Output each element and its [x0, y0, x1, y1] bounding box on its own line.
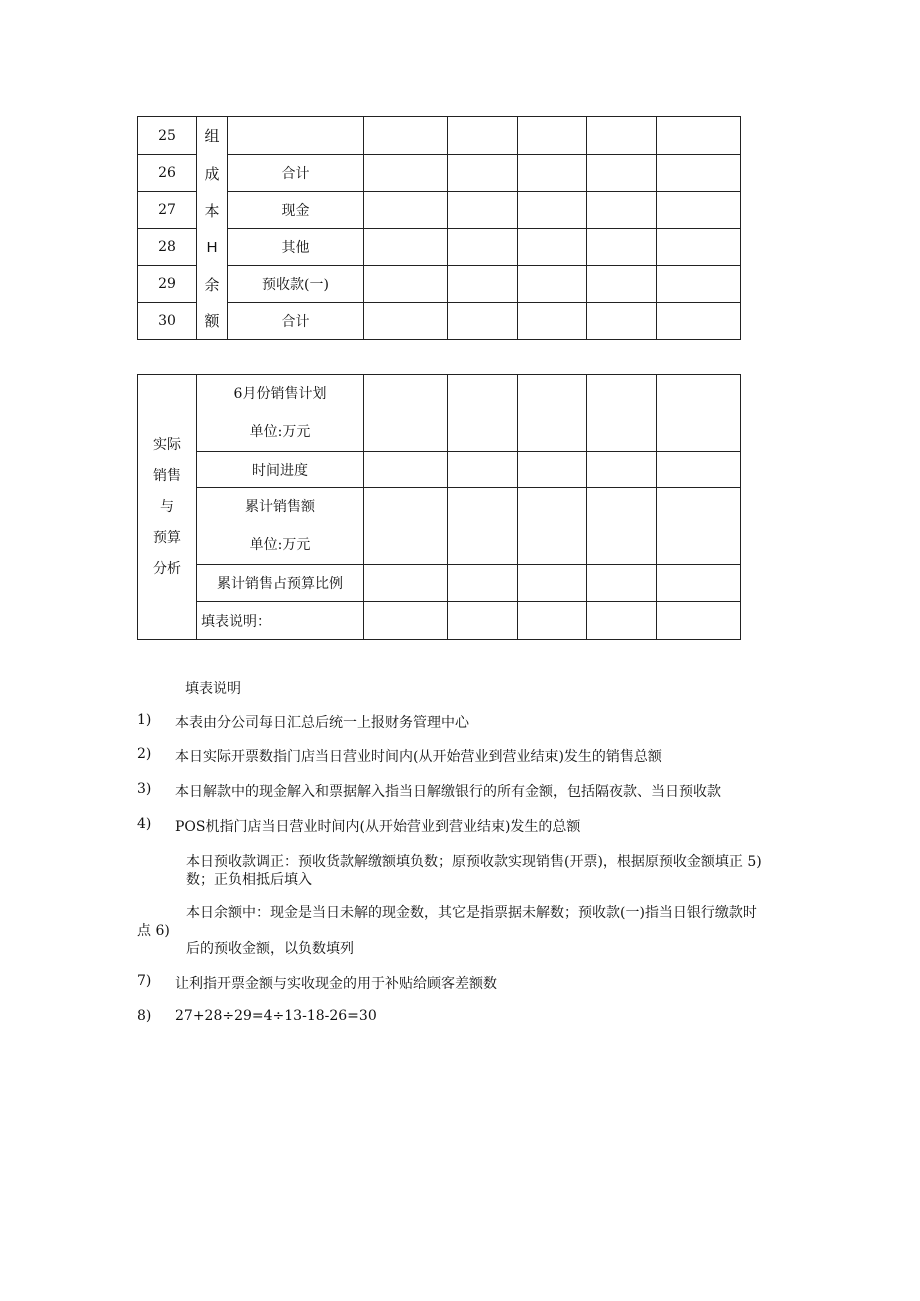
table-row — [138, 229, 741, 266]
table-cell — [657, 303, 741, 340]
table-cell — [587, 565, 657, 602]
side-char: 组 — [197, 117, 228, 155]
table-cell — [448, 565, 518, 602]
table-row — [138, 117, 741, 155]
table-cell — [518, 375, 587, 452]
cumulative-label-line2: 单位:万元 — [249, 537, 311, 553]
note-text: 本日实际开票数指门店当日营业时间内(从开始营业到营业结束)发生的销售总额 — [175, 749, 662, 765]
table-cell — [587, 192, 657, 229]
side-char: 本 — [197, 192, 228, 229]
table-cell — [364, 117, 448, 155]
note-number: 2) — [137, 746, 152, 762]
table-cell — [364, 602, 448, 640]
row-number: 26 — [138, 155, 197, 192]
table-cell — [448, 303, 518, 340]
note-number: 1) — [137, 712, 152, 728]
table-cell — [448, 488, 518, 565]
note-item-6-line1: 本日余额中：现金是当日未解的现金数，其它是指票据未解数；预收款(一)指当日银行缴款时 — [186, 905, 757, 921]
table-cell — [364, 488, 448, 565]
row-label — [228, 117, 364, 155]
table-cell — [587, 229, 657, 266]
table-cell — [657, 488, 741, 565]
table-cell — [448, 375, 518, 452]
ratio-label: 累计销售占预算比例 — [197, 565, 364, 602]
progress-label: 时间进度 — [197, 452, 364, 488]
table-cell — [587, 375, 657, 452]
section-label-line: 分析 — [153, 560, 181, 577]
table-cell — [364, 229, 448, 266]
table-cell — [518, 229, 587, 266]
table-cell — [657, 565, 741, 602]
table-cell — [518, 452, 587, 488]
side-char: 额 — [197, 303, 228, 340]
row-label: 现金 — [228, 192, 364, 229]
note-text: 本日解款中的现金解入和票据解入指当日解缴银行的所有金额，包括隔夜款、当日预收款 — [175, 784, 721, 800]
table-row — [138, 155, 741, 192]
table-cell — [518, 303, 587, 340]
row-number: 30 — [138, 303, 197, 340]
table-cell — [364, 452, 448, 488]
note-item-5-line1: 本日预收款调正：预收货款解缴额填负数；原预收款实现销售(开票)，根据原预收金额填正 5) — [186, 854, 762, 870]
table-cell — [364, 375, 448, 452]
note-number: 7) — [137, 973, 152, 989]
table-cell — [657, 266, 741, 303]
note-item-5-line2: 数；正负相抵后填入 — [186, 872, 312, 888]
table-cell — [518, 488, 587, 565]
row-number: 29 — [138, 266, 197, 303]
table-row — [138, 602, 741, 640]
row-label: 合计 — [228, 155, 364, 192]
side-char: 成 — [197, 155, 228, 192]
table-cell — [518, 117, 587, 155]
section-label-line: 实际 — [153, 436, 181, 453]
fill-note-label: 填表说明： — [197, 602, 364, 640]
table-cell — [587, 602, 657, 640]
section-label-line: 销售 — [153, 467, 181, 484]
row-label: 预收款(一) — [228, 266, 364, 303]
table-cell — [364, 192, 448, 229]
note-text: 27+28÷29=4÷13-18-26=30 — [175, 1008, 377, 1024]
row-number: 25 — [138, 117, 197, 155]
table-row — [138, 488, 741, 565]
table-cell — [448, 602, 518, 640]
table-cell — [448, 117, 518, 155]
section-label — [138, 375, 197, 640]
row-label: 合计 — [228, 303, 364, 340]
table-cell — [448, 155, 518, 192]
balance-table — [137, 116, 741, 340]
sales-budget-table — [137, 374, 741, 640]
table-row — [138, 452, 741, 488]
notes-title: 填表说明 — [185, 681, 241, 697]
table-cell — [364, 565, 448, 602]
plan-label-line2: 单位:万元 — [249, 424, 311, 440]
cumulative-label-line1: 累计销售额 — [245, 499, 315, 515]
section-label-line: 与 — [160, 498, 174, 515]
section-label-line: 预算 — [153, 529, 181, 546]
table-cell — [518, 155, 587, 192]
table-cell — [587, 266, 657, 303]
table-cell — [448, 266, 518, 303]
plan-label-line1: 6月份销售计划 — [233, 386, 327, 402]
table-cell — [587, 303, 657, 340]
table-cell — [587, 452, 657, 488]
table-cell — [448, 452, 518, 488]
table-cell — [657, 375, 741, 452]
table-cell — [587, 488, 657, 565]
table-cell — [364, 303, 448, 340]
note-item-6-number: 点 6) — [137, 923, 170, 939]
table-cell — [657, 117, 741, 155]
table-cell — [657, 192, 741, 229]
table-cell — [448, 192, 518, 229]
table-cell — [364, 266, 448, 303]
table-row — [138, 565, 741, 602]
table-row — [138, 266, 741, 303]
table-cell — [657, 452, 741, 488]
note-item-6-line2: 后的预收金额，以负数填列 — [186, 941, 354, 957]
note-text: 让利指开票金额与实收现金的用于补贴给顾客差额数 — [175, 976, 497, 992]
note-number: 4) — [137, 816, 152, 832]
table-cell — [448, 229, 518, 266]
table-row — [138, 303, 741, 340]
table-cell — [518, 565, 587, 602]
cumulative-label — [197, 488, 364, 565]
row-label: 其他 — [228, 229, 364, 266]
table-cell — [364, 155, 448, 192]
note-number: 8) — [137, 1008, 152, 1024]
row-number: 27 — [138, 192, 197, 229]
table-row — [138, 192, 741, 229]
plan-label — [197, 375, 364, 452]
table-cell — [587, 117, 657, 155]
table-cell — [657, 229, 741, 266]
table-cell — [518, 602, 587, 640]
side-char: 余 — [197, 266, 228, 303]
table-cell — [657, 155, 741, 192]
note-text: POS机指门店当日营业时间内(从开始营业到营业结束)发生的总额 — [175, 819, 581, 835]
side-char: H — [197, 229, 228, 266]
table-cell — [518, 266, 587, 303]
table-cell — [518, 192, 587, 229]
row-number: 28 — [138, 229, 197, 266]
note-text: 本表由分公司每日汇总后统一上报财务管理中心 — [175, 715, 469, 731]
table-cell — [587, 155, 657, 192]
table-row — [138, 375, 741, 452]
note-number: 3) — [137, 781, 152, 797]
table-cell — [657, 602, 741, 640]
